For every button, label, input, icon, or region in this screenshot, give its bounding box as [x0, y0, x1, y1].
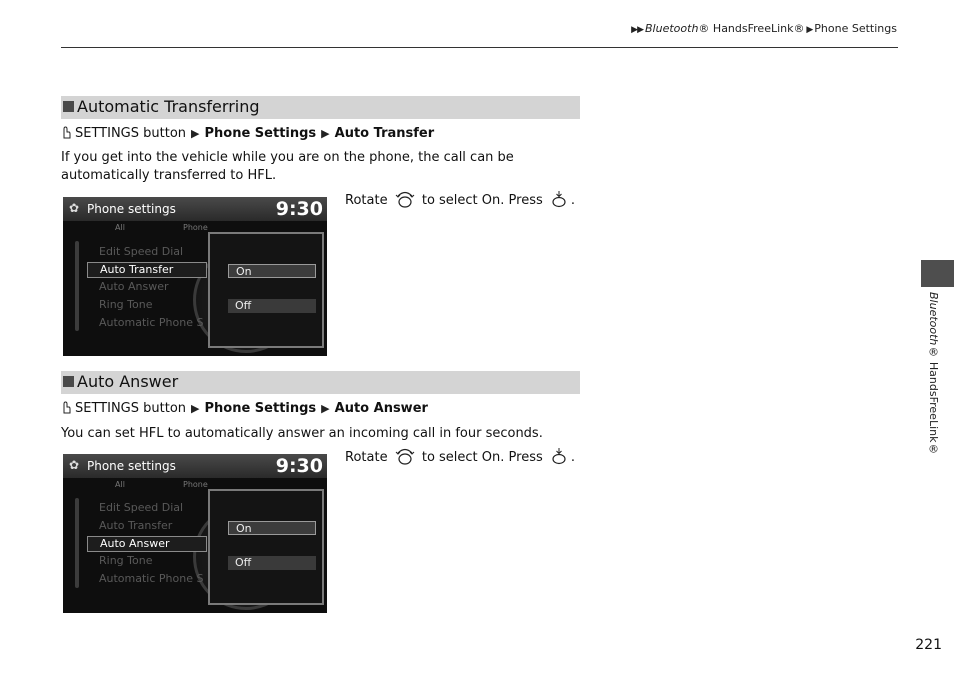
list-item-selected: Auto Answer	[87, 536, 207, 552]
scrollbar	[75, 498, 79, 588]
path-step-phone-settings: Phone Settings	[204, 126, 317, 141]
arrow-icon: ▶	[804, 25, 813, 35]
breadcrumb-bluetooth: Bluetooth	[645, 22, 699, 35]
instruction-text	[345, 190, 575, 208]
page-number: 221	[915, 637, 942, 653]
screen-image-auto-answer	[63, 454, 327, 613]
instruction-end: .	[570, 193, 576, 208]
list-item-selected: Auto Transfer	[87, 262, 207, 278]
list-item: Ring Tone	[99, 554, 153, 567]
interface-dial-rotate-icon	[395, 190, 415, 208]
interface-dial-press-icon	[550, 447, 568, 465]
instruction-value: On	[481, 193, 501, 208]
instruction-press: . Press	[500, 193, 543, 208]
scrollbar	[75, 241, 79, 331]
path-step-auto-transfer: Auto Transfer	[334, 126, 435, 141]
screen-title: Phone settings	[87, 459, 176, 473]
list-item: Automatic Phone S	[99, 572, 204, 585]
settings-button-label: SETTINGS button	[75, 401, 187, 416]
breadcrumb	[631, 22, 897, 35]
hand-pointer-icon	[61, 401, 71, 414]
section-title: Automatic Transferring	[77, 97, 260, 116]
instruction-end: .	[570, 450, 576, 465]
double-arrow-icon: ▶▶	[631, 25, 644, 35]
option-popup	[208, 232, 324, 348]
tab-all: All	[115, 223, 125, 232]
chapter-tab-handsfreelink: ® HandsFreeLink®	[927, 345, 940, 456]
screen-clock: 9:30	[275, 198, 323, 220]
list-item: Ring Tone	[99, 298, 153, 311]
chapter-tab	[921, 260, 954, 287]
breadcrumb-phone-settings: Phone Settings	[814, 22, 897, 35]
menu-path	[61, 126, 434, 141]
hand-pointer-icon	[61, 126, 71, 139]
arrow-icon: ▶	[321, 402, 330, 415]
list-item: Automatic Phone S	[99, 316, 204, 329]
screen-header	[63, 197, 327, 221]
option-popup	[208, 489, 324, 605]
tab-phone: Phone	[183, 480, 208, 489]
screen-title: Phone settings	[87, 202, 176, 216]
screen-clock: 9:30	[275, 455, 323, 477]
instruction-press: . Press	[500, 450, 543, 465]
screen-header	[63, 454, 327, 478]
path-step-phone-settings: Phone Settings	[204, 401, 317, 416]
list-item: Auto Transfer	[99, 519, 173, 532]
header-divider	[61, 47, 898, 48]
settings-button-label: SETTINGS button	[75, 126, 187, 141]
section-title: Auto Answer	[77, 372, 179, 391]
instruction-select: to select	[421, 450, 478, 465]
list-item: Edit Speed Dial	[99, 501, 184, 514]
path-step-auto-answer: Auto Answer	[334, 401, 428, 416]
breadcrumb-handsfreelink: ® HandsFreeLink®	[698, 22, 805, 35]
description-paragraph: If you get into the vehicle while you are on the phone, the call can be automatically transferred to HFL.	[61, 150, 514, 183]
section-heading-auto-answer	[61, 371, 580, 394]
tab-phone: Phone	[183, 223, 208, 232]
arrow-icon: ▶	[321, 127, 330, 140]
description-paragraph: You can set HFL to automatically answer an incoming call in four seconds.	[61, 426, 543, 441]
interface-dial-press-icon	[550, 190, 568, 208]
chapter-tab-bluetooth: Bluetooth	[927, 292, 940, 346]
square-bullet-icon	[63, 101, 74, 112]
instruction-text	[345, 447, 575, 465]
chapter-tab-label	[924, 292, 940, 462]
option-on: On	[228, 264, 316, 278]
instruction-select: to select	[421, 193, 478, 208]
option-off: Off	[228, 556, 316, 570]
interface-dial-rotate-icon	[395, 447, 415, 465]
square-bullet-icon	[63, 376, 74, 387]
arrow-icon: ▶	[191, 127, 200, 140]
list-item: Edit Speed Dial	[99, 245, 184, 258]
gear-icon: ✿	[69, 201, 80, 215]
instruction-rotate: Rotate	[345, 450, 388, 465]
instruction-value: On	[481, 450, 501, 465]
section-heading-automatic-transferring	[61, 96, 580, 119]
option-on: On	[228, 521, 316, 535]
arrow-icon: ▶	[191, 402, 200, 415]
option-off: Off	[228, 299, 316, 313]
screen-image-auto-transfer	[63, 197, 327, 356]
menu-path	[61, 401, 428, 416]
tab-all: All	[115, 480, 125, 489]
instruction-rotate: Rotate	[345, 193, 388, 208]
list-item: Auto Answer	[99, 280, 169, 293]
gear-icon: ✿	[69, 458, 80, 472]
